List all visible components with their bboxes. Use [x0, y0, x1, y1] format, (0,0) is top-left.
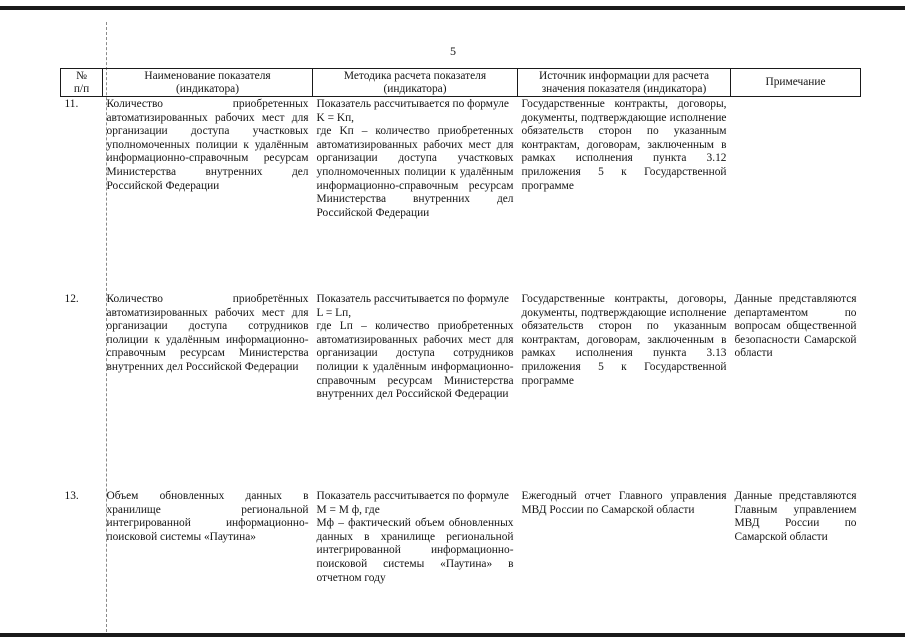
top-border-bar [0, 6, 905, 10]
table-row [61, 489, 861, 620]
indicator-name: Количество приобретённых автоматизированных рабочих мест для организации доступа сотрудников полиции к удалённым информационно-справочным ресурсам Министерства внутренних дел Российской Федерации [106, 293, 312, 373]
page-number: 5 [450, 44, 456, 58]
indicator-name: Количество приобретенных автоматизированных рабочих мест для организации доступа участковых уполномоченных полиции к удалённым информационно-справочным ресурсам Министерства внутренних дел Российской Федерации [106, 98, 312, 192]
bottom-border-bar [0, 633, 905, 637]
row-number: 11. [64, 98, 79, 110]
calculation-method: Показатель рассчитывается по формуле L = Lп, где Lп – количество приобретенных автоматизированных рабочих мест для организации доступа сотрудников полиции к удалённым информационно-справочным ресурсам Министерства внутренних дел Российской Федерации [316, 293, 514, 401]
note: Данные представляются департаментом по вопросам общественной безопасности Самарской области [734, 293, 860, 360]
information-source: Ежегодный отчет Главного управления МВД России по Самарской области [521, 490, 730, 516]
table-row [61, 97, 861, 293]
information-source: Государственные контракты, договоры, документы, подтверждающие исполнение обязательств сторон по указанным контрактам, договорам, заключенным в рамках исполнения пункта 3.12 приложения 5 к Государственной программе [521, 98, 730, 192]
header-source: Источник информации для расчета значения показателя (индикатора) [518, 69, 731, 97]
row-number: 12. [64, 293, 79, 305]
indicators-table [60, 68, 861, 620]
table-header-row [61, 69, 861, 97]
header-num: № п/п [61, 69, 103, 97]
row-number: 13. [64, 490, 79, 502]
calculation-method: Показатель рассчитывается по формуле M = M ф, где Mф – фактический объем обновленных данных в хранилище региональной интегрированной информационно-поисковой системы «Паутина» в отчетном году [316, 490, 514, 584]
note: Данные представляются Главным управлением МВД России по Самарской области [734, 490, 860, 543]
calculation-method: Показатель рассчитывается по формуле K = Kп, где Kп – количество приобретенных автоматизированных рабочих мест для организации доступа участковых уполномоченных полиции к удалённым информационно-справочным ресурсам Министерства внутренних дел Российской Федерации [316, 98, 514, 219]
header-note: Примечание [731, 69, 861, 97]
note [731, 97, 861, 293]
header-name: Наименование показателя (индикатора) [103, 69, 313, 97]
header-method: Методика расчета показателя (индикатора) [313, 69, 518, 97]
indicator-name: Объем обновленных данных в хранилище региональной интегрированной информационно-поисковой системы «Паутина» [106, 490, 312, 543]
table-row [61, 292, 861, 489]
information-source: Государственные контракты, договоры, документы, подтверждающие исполнение обязательств сторон по указанным контрактам, договорам, заключенным в рамках исполнения пункта 3.13 приложения 5 к Государственной программе [521, 293, 730, 387]
